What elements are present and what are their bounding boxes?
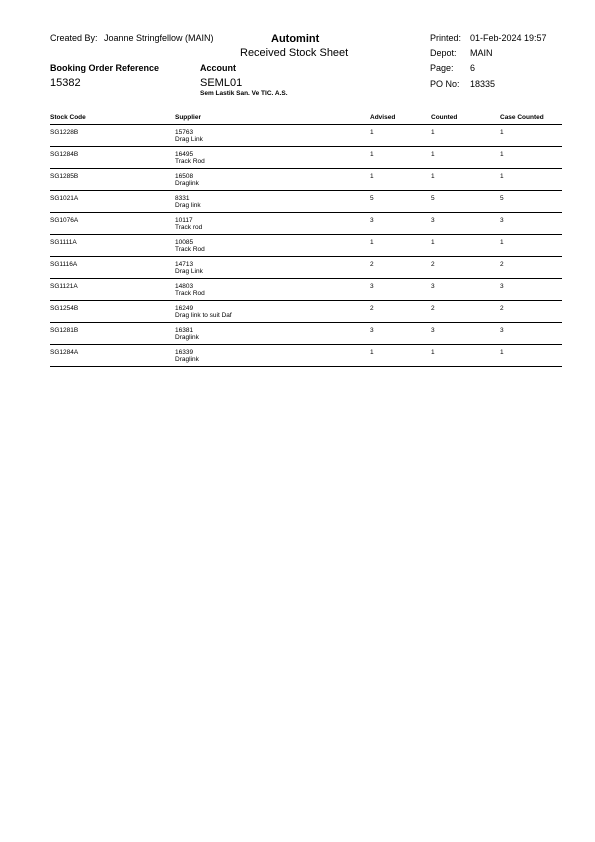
supplier-cell: 16381 (175, 327, 194, 334)
page-label: Page: (430, 63, 454, 73)
advised-cell: 3 (370, 283, 374, 290)
case-counted-cell: 1 (500, 129, 504, 136)
supplier-cell: 16508 (175, 173, 194, 180)
advised-cell: 1 (370, 151, 374, 158)
advised-cell: 3 (370, 327, 374, 334)
advised-cell: 3 (370, 217, 374, 224)
printed-value: 01-Feb-2024 19:57 (470, 33, 547, 43)
advised-cell: 2 (370, 261, 374, 268)
description-cell: Drag link (175, 202, 201, 209)
stock-code-cell: SG1228B (50, 129, 79, 136)
booking-ref-label: Booking Order Reference (50, 63, 160, 73)
booking-ref-value: 15382 (50, 77, 81, 89)
stock-code-cell: SG1254B (50, 305, 79, 312)
supplier-cell: 16339 (175, 349, 194, 356)
case-counted-cell: 5 (500, 195, 504, 202)
case-counted-cell: 1 (500, 239, 504, 246)
counted-cell: 3 (431, 217, 435, 224)
supplier-cell: 14803 (175, 283, 194, 290)
table-row (50, 235, 562, 257)
col-supplier: Supplier (175, 114, 202, 121)
description-cell: Track Rod (175, 290, 205, 297)
advised-cell: 1 (370, 239, 374, 246)
counted-cell: 2 (431, 261, 435, 268)
depot-label: Depot: (430, 48, 457, 58)
counted-cell: 1 (431, 349, 435, 356)
description-cell: Track Rod (175, 246, 205, 253)
advised-cell: 1 (370, 173, 374, 180)
report-title: Received Stock Sheet (240, 47, 349, 59)
stock-code-cell: SG1076A (50, 217, 79, 224)
stock-table (50, 114, 562, 367)
supplier-cell: 16495 (175, 151, 194, 158)
table-header (50, 114, 562, 125)
description-cell: Draglink (175, 180, 199, 187)
table-row (50, 191, 562, 213)
account-name: Sem Lastik San. Ve TIC. A.S. (200, 90, 288, 97)
case-counted-cell: 1 (500, 151, 504, 158)
stock-code-cell: SG1284A (50, 349, 79, 356)
table-row (50, 257, 562, 279)
company-name: Automint (271, 33, 320, 45)
description-cell: Drag Link (175, 268, 203, 275)
table-row (50, 323, 562, 345)
po-label: PO No: (430, 79, 460, 89)
case-counted-cell: 3 (500, 283, 504, 290)
counted-cell: 1 (431, 239, 435, 246)
table-row (50, 147, 562, 169)
case-counted-cell: 1 (500, 349, 504, 356)
description-cell: Track Rod (175, 158, 205, 165)
case-counted-cell: 3 (500, 327, 504, 334)
description-cell: Drag Link (175, 136, 203, 143)
depot-value: MAIN (470, 48, 493, 58)
counted-cell: 1 (431, 173, 435, 180)
stock-code-cell: SG1021A (50, 195, 79, 202)
supplier-cell: 8331 (175, 195, 190, 202)
advised-cell: 1 (370, 129, 374, 136)
supplier-cell: 10085 (175, 239, 194, 246)
description-cell: Track rod (175, 224, 203, 231)
table-row (50, 169, 562, 191)
description-cell: Draglink (175, 356, 199, 363)
table-row (50, 125, 562, 147)
description-cell: Drag link to suit Daf (175, 312, 232, 319)
counted-cell: 5 (431, 195, 435, 202)
counted-cell: 1 (431, 151, 435, 158)
table-body (50, 125, 562, 367)
col-case-counted: Case Counted (500, 114, 544, 121)
supplier-cell: 16249 (175, 305, 194, 312)
col-advised: Advised (370, 114, 396, 121)
case-counted-cell: 3 (500, 217, 504, 224)
counted-cell: 2 (431, 305, 435, 312)
counted-cell: 3 (431, 283, 435, 290)
counted-cell: 1 (431, 129, 435, 136)
table-row (50, 213, 562, 235)
description-cell: Draglink (175, 334, 199, 341)
col-stock-code: Stock Code (50, 114, 86, 121)
advised-cell: 5 (370, 195, 374, 202)
supplier-cell: 15763 (175, 129, 194, 136)
advised-cell: 1 (370, 349, 374, 356)
account-label: Account (200, 63, 236, 73)
printed-label: Printed: (430, 33, 462, 43)
stock-code-cell: SG1116A (50, 261, 78, 268)
table-row (50, 345, 562, 367)
supplier-cell: 10117 (175, 217, 193, 224)
case-counted-cell: 2 (500, 261, 504, 268)
created-by-label: Created By: (50, 33, 98, 43)
stock-code-cell: SG1111A (50, 239, 77, 246)
case-counted-cell: 2 (500, 305, 504, 312)
counted-cell: 3 (431, 327, 435, 334)
created-by-value: Joanne Stringfellow (MAIN) (104, 33, 214, 43)
account-value: SEML01 (200, 77, 243, 89)
stock-code-cell: SG1121A (50, 283, 78, 290)
supplier-cell: 14713 (175, 261, 194, 268)
page-value: 6 (470, 63, 476, 73)
case-counted-cell: 1 (500, 173, 504, 180)
stock-code-cell: SG1281B (50, 327, 79, 334)
advised-cell: 2 (370, 305, 374, 312)
stock-code-cell: SG1285B (50, 173, 79, 180)
col-counted: Counted (431, 114, 458, 121)
stock-code-cell: SG1284B (50, 151, 79, 158)
table-row (50, 301, 562, 323)
po-value: 18335 (470, 79, 496, 89)
table-row (50, 279, 562, 301)
